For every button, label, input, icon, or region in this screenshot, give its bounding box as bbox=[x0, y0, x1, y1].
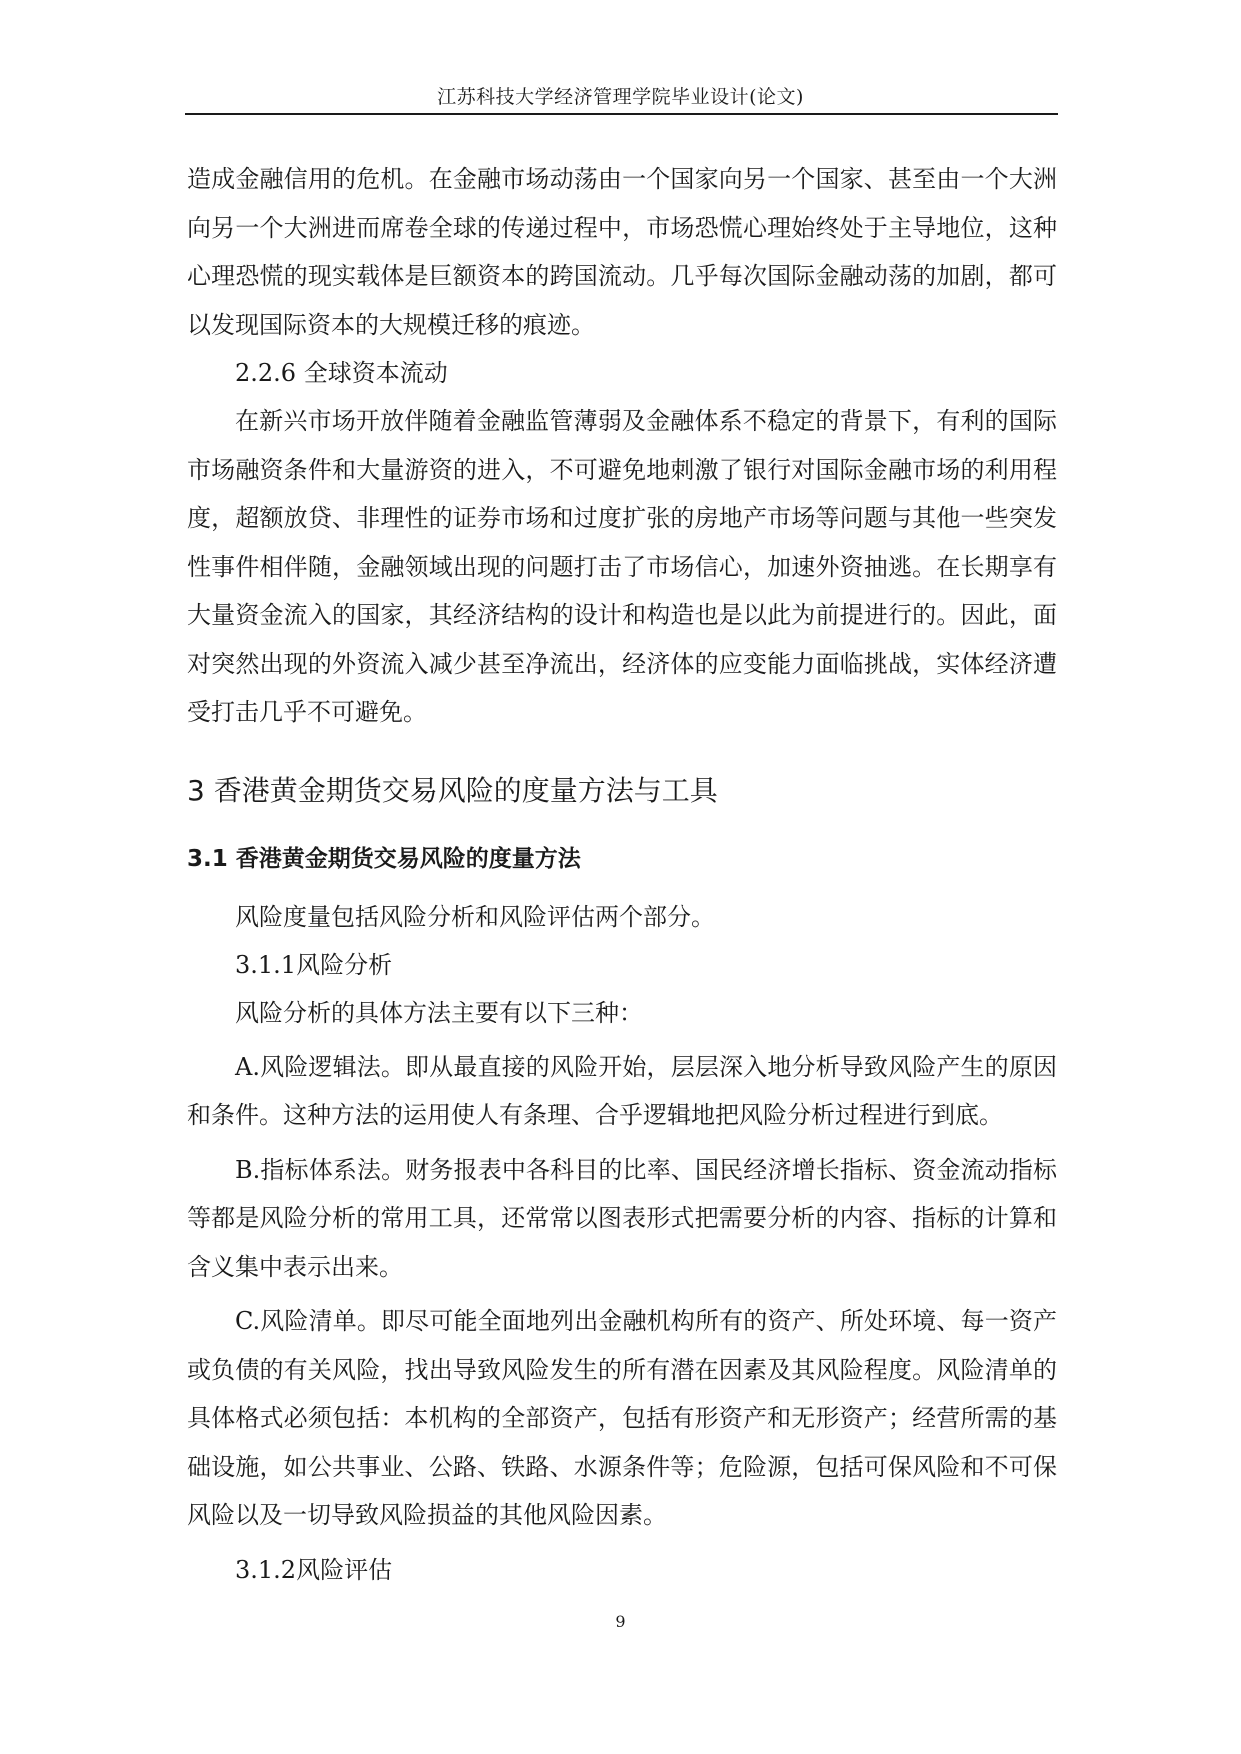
page-header-title: 江苏科技大学经济管理学院毕业设计(论文) bbox=[437, 86, 804, 108]
body-paragraph: 造成金融信用的危机。在金融市场动荡由一个国家向另一个国家、甚至由一个大洲向另一个大洲进而席卷全球的传递过程中，市场恐慌心理始终处于主导地位，这种心理恐慌的现实载体是巨额资本的跨国流动。几乎每次国际金融动荡的加剧，都可以发现国际资本的大规模迁移的痕迹。 bbox=[187, 165, 1057, 339]
list-item-method-a: A.风险逻辑法。即从最直接的风险开始，层层深入地分析导致风险产生的原因和条件。这种方法的运用使人有条理、合乎逻辑地把风险分析过程进行到底。 bbox=[187, 1052, 1057, 1129]
section-heading-3: 3 香港黄金期货交易风险的度量方法与工具 bbox=[187, 773, 718, 807]
subsection-heading-3-1-2: 3.1.2风险评估 bbox=[235, 1555, 393, 1584]
body-paragraph: 在新兴市场开放伴随着金融监管薄弱及金融体系不稳定的背景下，有利的国际市场融资条件和大量游资的进入，不可避免地刺激了银行对国际金融市场的利用程度，超额放贷、非理性的证券市场和过度扩张的房地产市场等问题与其他一些突发性事件相伴随，金融领域出现的问题打击了市场信心，加速外资抽逃。在长期享有大量资金流入的国家，其经济结构的设计和构造也是以此为前提进行的。因此，面对突然出现的外资流入减少甚至净流出，经济体的应变能力面临挑战，实体经济遭受打击几乎不可避免。 bbox=[187, 407, 1057, 726]
list-item-method-c: C.风险清单。即尽可能全面地列出金融机构所有的资产、所处环境、每一资产或负债的有关风险，找出导致风险发生的所有潜在因素及其风险程度。风险清单的具体格式必须包括：本机构的全部资产，包括有形资产和无形资产；经营所需的基础设施，如公共事业、公路、铁路、水源条件等；危险源，包括可保风险和不可保风险以及一切导致风险损益的其他风险因素。 bbox=[187, 1307, 1057, 1529]
list-item-method-b: B.指标体系法。财务报表中各科目的比率、国民经济增长指标、资金流动指标等都是风险分析的常用工具，还常常以图表形式把需要分析的内容、指标的计算和含义集中表示出来。 bbox=[187, 1155, 1057, 1281]
body-paragraph: 风险分析的具体方法主要有以下三种： bbox=[235, 998, 643, 1027]
body-paragraph: 风险度量包括风险分析和风险评估两个部分。 bbox=[235, 902, 715, 931]
subsection-heading-3-1: 3.1 香港黄金期货交易风险的度量方法 bbox=[187, 845, 581, 872]
header-divider bbox=[185, 113, 1058, 115]
subsection-heading-2-2-6: 2.2.6 全球资本流动 bbox=[235, 359, 448, 387]
document-body bbox=[187, 155, 1057, 1594]
subsection-heading-3-1-1: 3.1.1风险分析 bbox=[235, 950, 393, 979]
page-number: 9 bbox=[615, 1612, 626, 1631]
